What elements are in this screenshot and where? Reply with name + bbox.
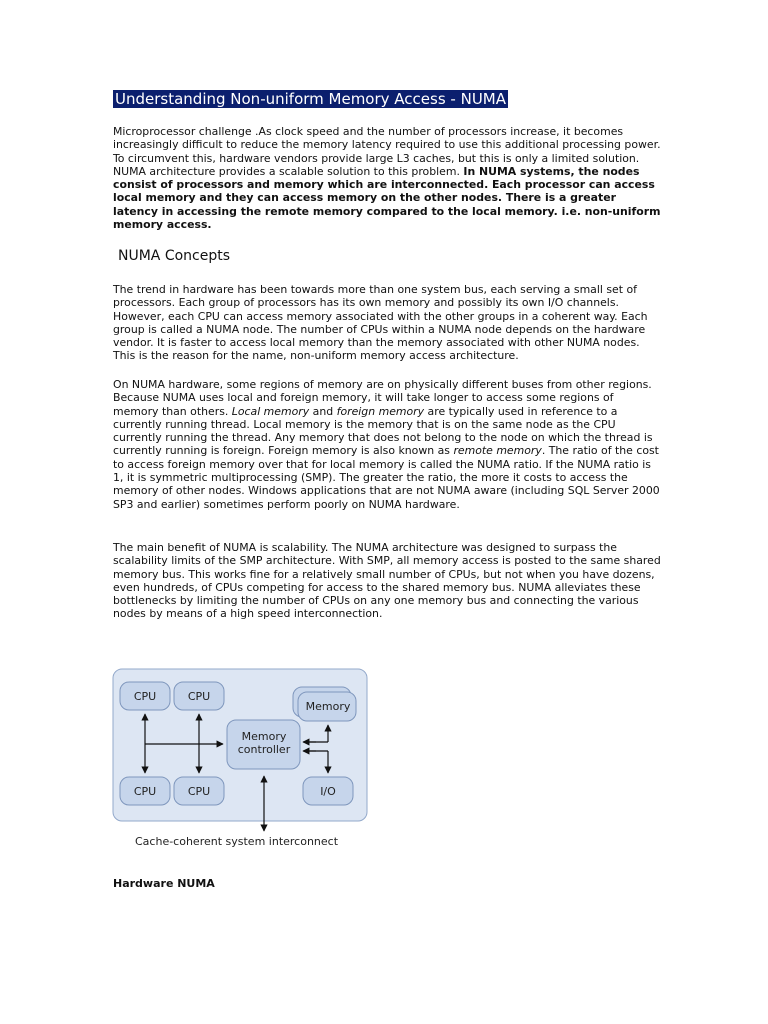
- memory-label: Memory: [305, 700, 351, 713]
- intro-paragraph: [113, 125, 661, 231]
- cpu-label-bottom-left: CPU: [133, 785, 157, 798]
- hardware-text-3: are typically used in reference to a currently running thread. Local memory is the memory that is on the same node as the CPU currently running the thread. Any memory that does not belong to the node on which the thread is currently running is foreign. Foreign memory is also known as: [113, 404, 653, 458]
- benefit-paragraph: The main benefit of NUMA is scalability. The NUMA architecture was designed to surpass the scalability limits of the SMP architecture. With SMP, all memory access is posted to the same shared memory bus. This works fine for a relatively small number of CPUs, but not when you have dozens, even hundreds, of CPUs competing for access to the shared memory bus. NUMA alleviates these bottlenecks by limiting the number of CPUs on any one memory bus and connecting the various nodes by means of a high speed interconnection.: [113, 541, 661, 621]
- intro-text: Microprocessor challenge .As clock speed and the number of processors increase, it becomes increasingly difficult to reduce the memory latency required to use this additional processing power. To circumvent this, hardware vendors provide large L3 caches, but this is only a limited solution. NUMA architecture provides a scalable solution to this problem.: [113, 125, 661, 178]
- numa-diagram: [110, 664, 380, 854]
- remote-memory-term: remote memory: [453, 444, 542, 458]
- io-label: I/O: [320, 785, 336, 798]
- cpu-label-bottom-right: CPU: [187, 785, 211, 798]
- memory-controller-label-2: controller: [237, 743, 291, 756]
- cpu-label-top-right: CPU: [187, 690, 211, 703]
- hardware-text-4: . The ratio of the cost to access foreign memory over that for local memory is called the NUMA ratio. If the NUMA ratio is 1, it is symmetric multiprocessing (SMP). The greater the ratio, the more it costs to access the memory of other nodes. Windows applications that are not NUMA aware (including SQL Server 2000 SP3 and earlier) sometimes perform poorly on NUMA hardware.: [113, 444, 660, 511]
- memory-controller-label-1: Memory: [241, 730, 287, 743]
- figure-caption: Hardware NUMA: [113, 877, 215, 890]
- foreign-memory-term: foreign memory: [336, 404, 425, 418]
- section-heading: NUMA Concepts: [118, 248, 231, 264]
- concepts-paragraph: The trend in hardware has been towards more than one system bus, each serving a small set of processors. Each group of processors has its own memory and possibly its own I/O channels. However, each CPU can access memory associated with the other groups in a coherent way. Each group is called a NUMA node. The number of CPUs within a NUMA node depends on the hardware vendor. It is faster to access local memory than the memory associated with other NUMA nodes. This is the reason for the name, non-uniform memory access architecture.: [113, 283, 648, 363]
- hardware-text-2: and: [309, 404, 337, 418]
- interconnect-label: Cache-coherent system interconnect: [135, 835, 339, 848]
- cpu-label-top-left: CPU: [133, 690, 157, 703]
- local-memory-term: Local memory: [231, 404, 310, 418]
- intro-bold-text: In NUMA systems, the nodes consist of processors and memory which are interconnected. Each processor can access local memory and they can access memory on the other nodes. There is a greater latency in accessing the remote memory compared to the local memory. i.e. non-uniform memory access.: [113, 164, 661, 232]
- hardware-text-1: On NUMA hardware, some regions of memory are on physically different buses from other regions. Because NUMA uses local and foreign memory, it will take longer to access some regions of memory than others.: [113, 378, 652, 418]
- hardware-paragraph: [113, 378, 661, 511]
- page-title: Understanding Non-uniform Memory Access - NUMA: [115, 90, 506, 108]
